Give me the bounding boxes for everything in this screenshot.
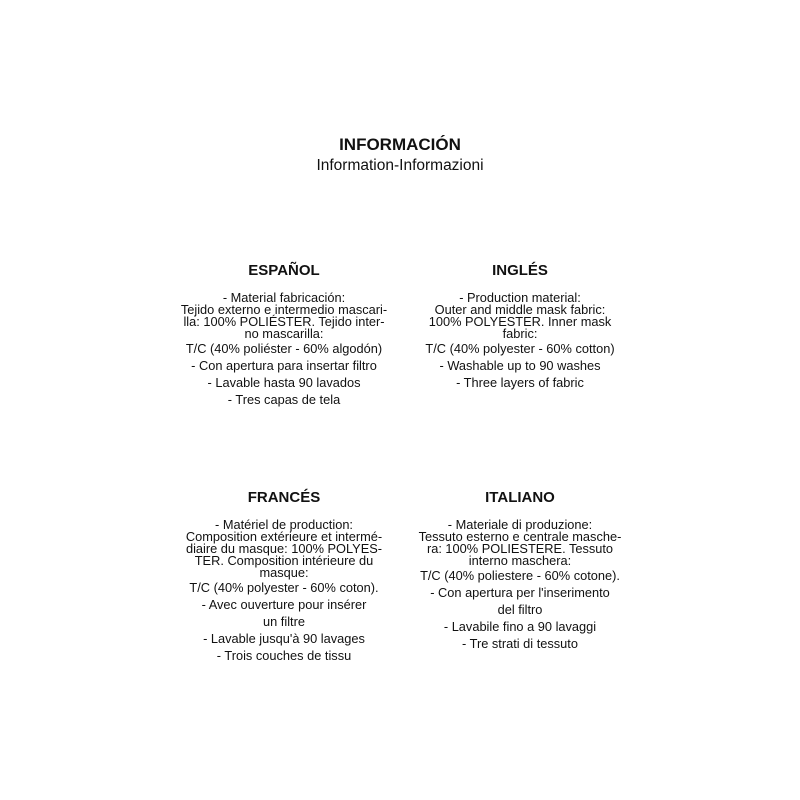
section-text-line: - Lavabile fino a 90 lavaggi: [443, 619, 597, 634]
section-text-line: - Lavable hasta 90 lavados: [207, 375, 361, 390]
section-text-line: - Trois couches de tissu: [216, 648, 352, 663]
section-text-line: T/C (40% poliéster - 60% algodón): [185, 341, 383, 356]
section-text-line: T/C (40% polyester - 60% coton).: [189, 580, 379, 595]
section-heading: ITALIANO: [485, 489, 555, 506]
section-text-line: TER. Composition intérieure du: [194, 553, 374, 568]
section-english: [390, 262, 650, 391]
section-text-line: masque:: [259, 565, 309, 580]
section-text-line: fabric:: [502, 326, 538, 341]
section-text-line: - Washable up to 90 washes: [439, 358, 601, 373]
section-heading: FRANCÉS: [247, 489, 321, 506]
section-text-line: del filtro: [497, 602, 543, 617]
section-text-line: interno maschera:: [468, 553, 572, 568]
section-text-line: - Con apertura para insertar filtro: [191, 358, 377, 373]
section-text-line: Composition extérieure et intermé-: [185, 529, 383, 544]
section-text-line: - Material fabricación:: [222, 290, 346, 305]
section-text-line: Tejido externo e intermedio mascari-: [180, 302, 388, 317]
section-text-line: - Lavable jusqu'à 90 lavages: [203, 631, 365, 646]
section-text-line: no mascarilla:: [244, 326, 324, 341]
section-text-line: - Tres capas de tela: [227, 392, 341, 407]
section-spanish: [154, 262, 414, 408]
section-text-line: 100% POLYESTER. Inner mask: [428, 314, 612, 329]
section-text-line: T/C (40% polyester - 60% cotton): [425, 341, 615, 356]
section-text-line: - Con apertura per l'inserimento: [430, 585, 610, 600]
section-heading: ESPAÑOL: [248, 262, 320, 279]
section-text-line: - Production material:: [459, 290, 581, 305]
document-title: INFORMACIÓN: [339, 135, 461, 154]
section-text-line: T/C (40% poliestere - 60% cotone).: [420, 568, 620, 583]
section-french: [154, 489, 414, 664]
section-text-line: - Matériel de production:: [215, 517, 353, 532]
section-heading: INGLÉS: [492, 262, 548, 279]
section-text-line: ra: 100% POLIESTERE. Tessuto: [426, 541, 614, 556]
section-text-line: - Tre strati di tessuto: [462, 636, 578, 651]
section-text-line: - Materiale di produzione:: [447, 517, 593, 532]
document-header: [0, 134, 800, 176]
section-text-line: un filtre: [263, 614, 305, 629]
section-italian: [390, 489, 650, 652]
document-subtitle: Information-Informazioni: [316, 157, 484, 174]
section-text-line: - Avec ouverture pour insérer: [201, 597, 367, 612]
section-text-line: diaire du masque: 100% POLYES-: [185, 541, 383, 556]
section-text-line: Tessuto esterno e centrale masche-: [418, 529, 622, 544]
section-text-line: Outer and middle mask fabric:: [434, 302, 606, 317]
section-text-line: - Three layers of fabric: [456, 375, 584, 390]
section-text-line: lla: 100% POLIÉSTER. Tejido inter-: [183, 314, 385, 329]
